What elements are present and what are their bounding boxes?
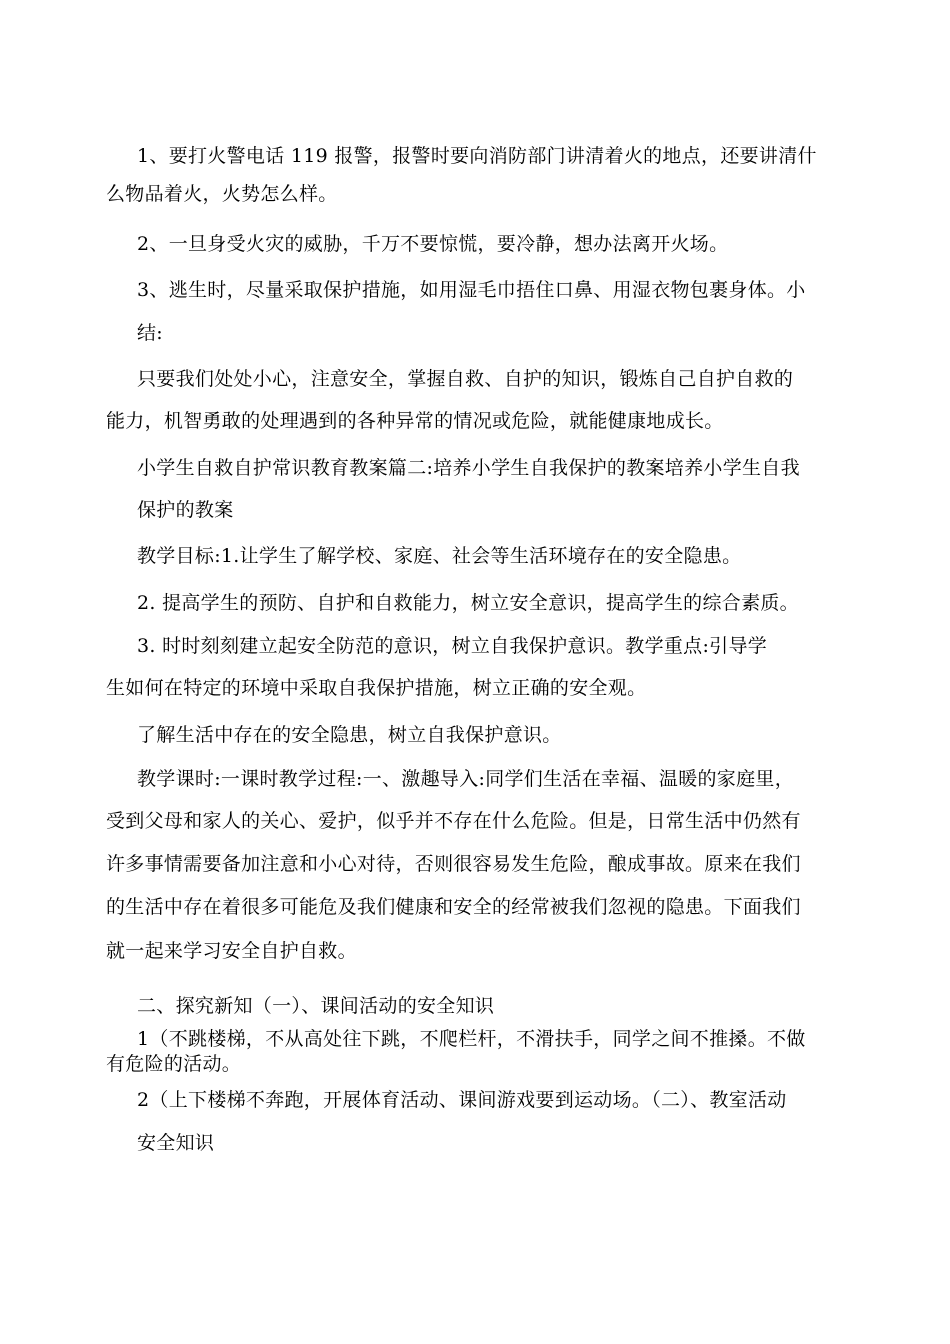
text-line: 教学课时:一课时教学过程:一、激趣导入:同学们生活在幸福、温暖的家庭里， <box>137 768 795 790</box>
text-line: 2. 提高学生的预防、自护和自救能力，树立安全意识，提高学生的综合素质。 <box>137 592 799 614</box>
text-line: 教学目标:1.让学生了解学校、家庭、社会等生活环境存在的安全隐患。 <box>137 545 742 567</box>
text-line: 能力，机智勇敢的处理遇到的各种异常的情况或危险，就能健康地成长。 <box>106 410 724 432</box>
text-line: 许多事情需要备加注意和小心对待，否则很容易发生危险，酿成事故。原来在我们 <box>106 853 801 875</box>
text-line: 安全知识 <box>137 1132 215 1154</box>
text-line: 二、探究新知（一）、课间活动的安全知识 <box>137 995 495 1017</box>
text-line: 小学生自救自护常识教育教案篇二:培养小学生自我保护的教案培养小学生自我 <box>137 457 800 479</box>
text-line: 保护的教案 <box>137 499 234 521</box>
text-line: 有危险的活动。 <box>106 1053 242 1075</box>
text-line: 结: <box>137 322 164 344</box>
text-line: 3、逃生时，尽量采取保护措施，如用湿毛巾捂住口鼻、用湿衣物包裹身体。小 <box>137 279 806 301</box>
text-line: 受到父母和家人的关心、爱护，似乎并不存在什么危险。但是，日常生活中仍然有 <box>106 810 801 832</box>
text-line: 生如何在特定的环境中采取自我保护措施，树立正确的安全观。 <box>106 677 647 699</box>
text-line: 就一起来学习安全自护自救。 <box>106 940 357 962</box>
text-line: 1（不跳楼梯，不从高处往下跳，不爬栏杆，不滑扶手，同学之间不推搡。不做 <box>137 1028 806 1050</box>
text-line: 3. 时时刻刻建立起安全防范的意识，树立自我保护意识。教学重点:引导学 <box>137 635 768 657</box>
text-line: 2、一旦身受火灾的威胁，千万不要惊慌，要冷静，想办法离开火场。 <box>137 233 729 255</box>
text-line: 只要我们处处小心，注意安全，掌握自救、自护的知识，锻炼自己自护自救的 <box>137 368 794 390</box>
text-line: 了解生活中存在的安全隐患，树立自我保护意识。 <box>137 724 562 746</box>
text-line: 1、要打火警电话 119 报警，报警时要向消防部门讲清着火的地点，还要讲清什 <box>137 145 817 167</box>
text-line: 么物品着火，火势怎么样。 <box>106 183 338 205</box>
text-line: 2（上下楼梯不奔跑，开展体育活动、课间游戏要到运动场。（二）、教室活动 <box>137 1089 787 1111</box>
text-line: 的生活中存在着很多可能危及我们健康和安全的经常被我们忽视的隐患。下面我们 <box>106 896 801 918</box>
